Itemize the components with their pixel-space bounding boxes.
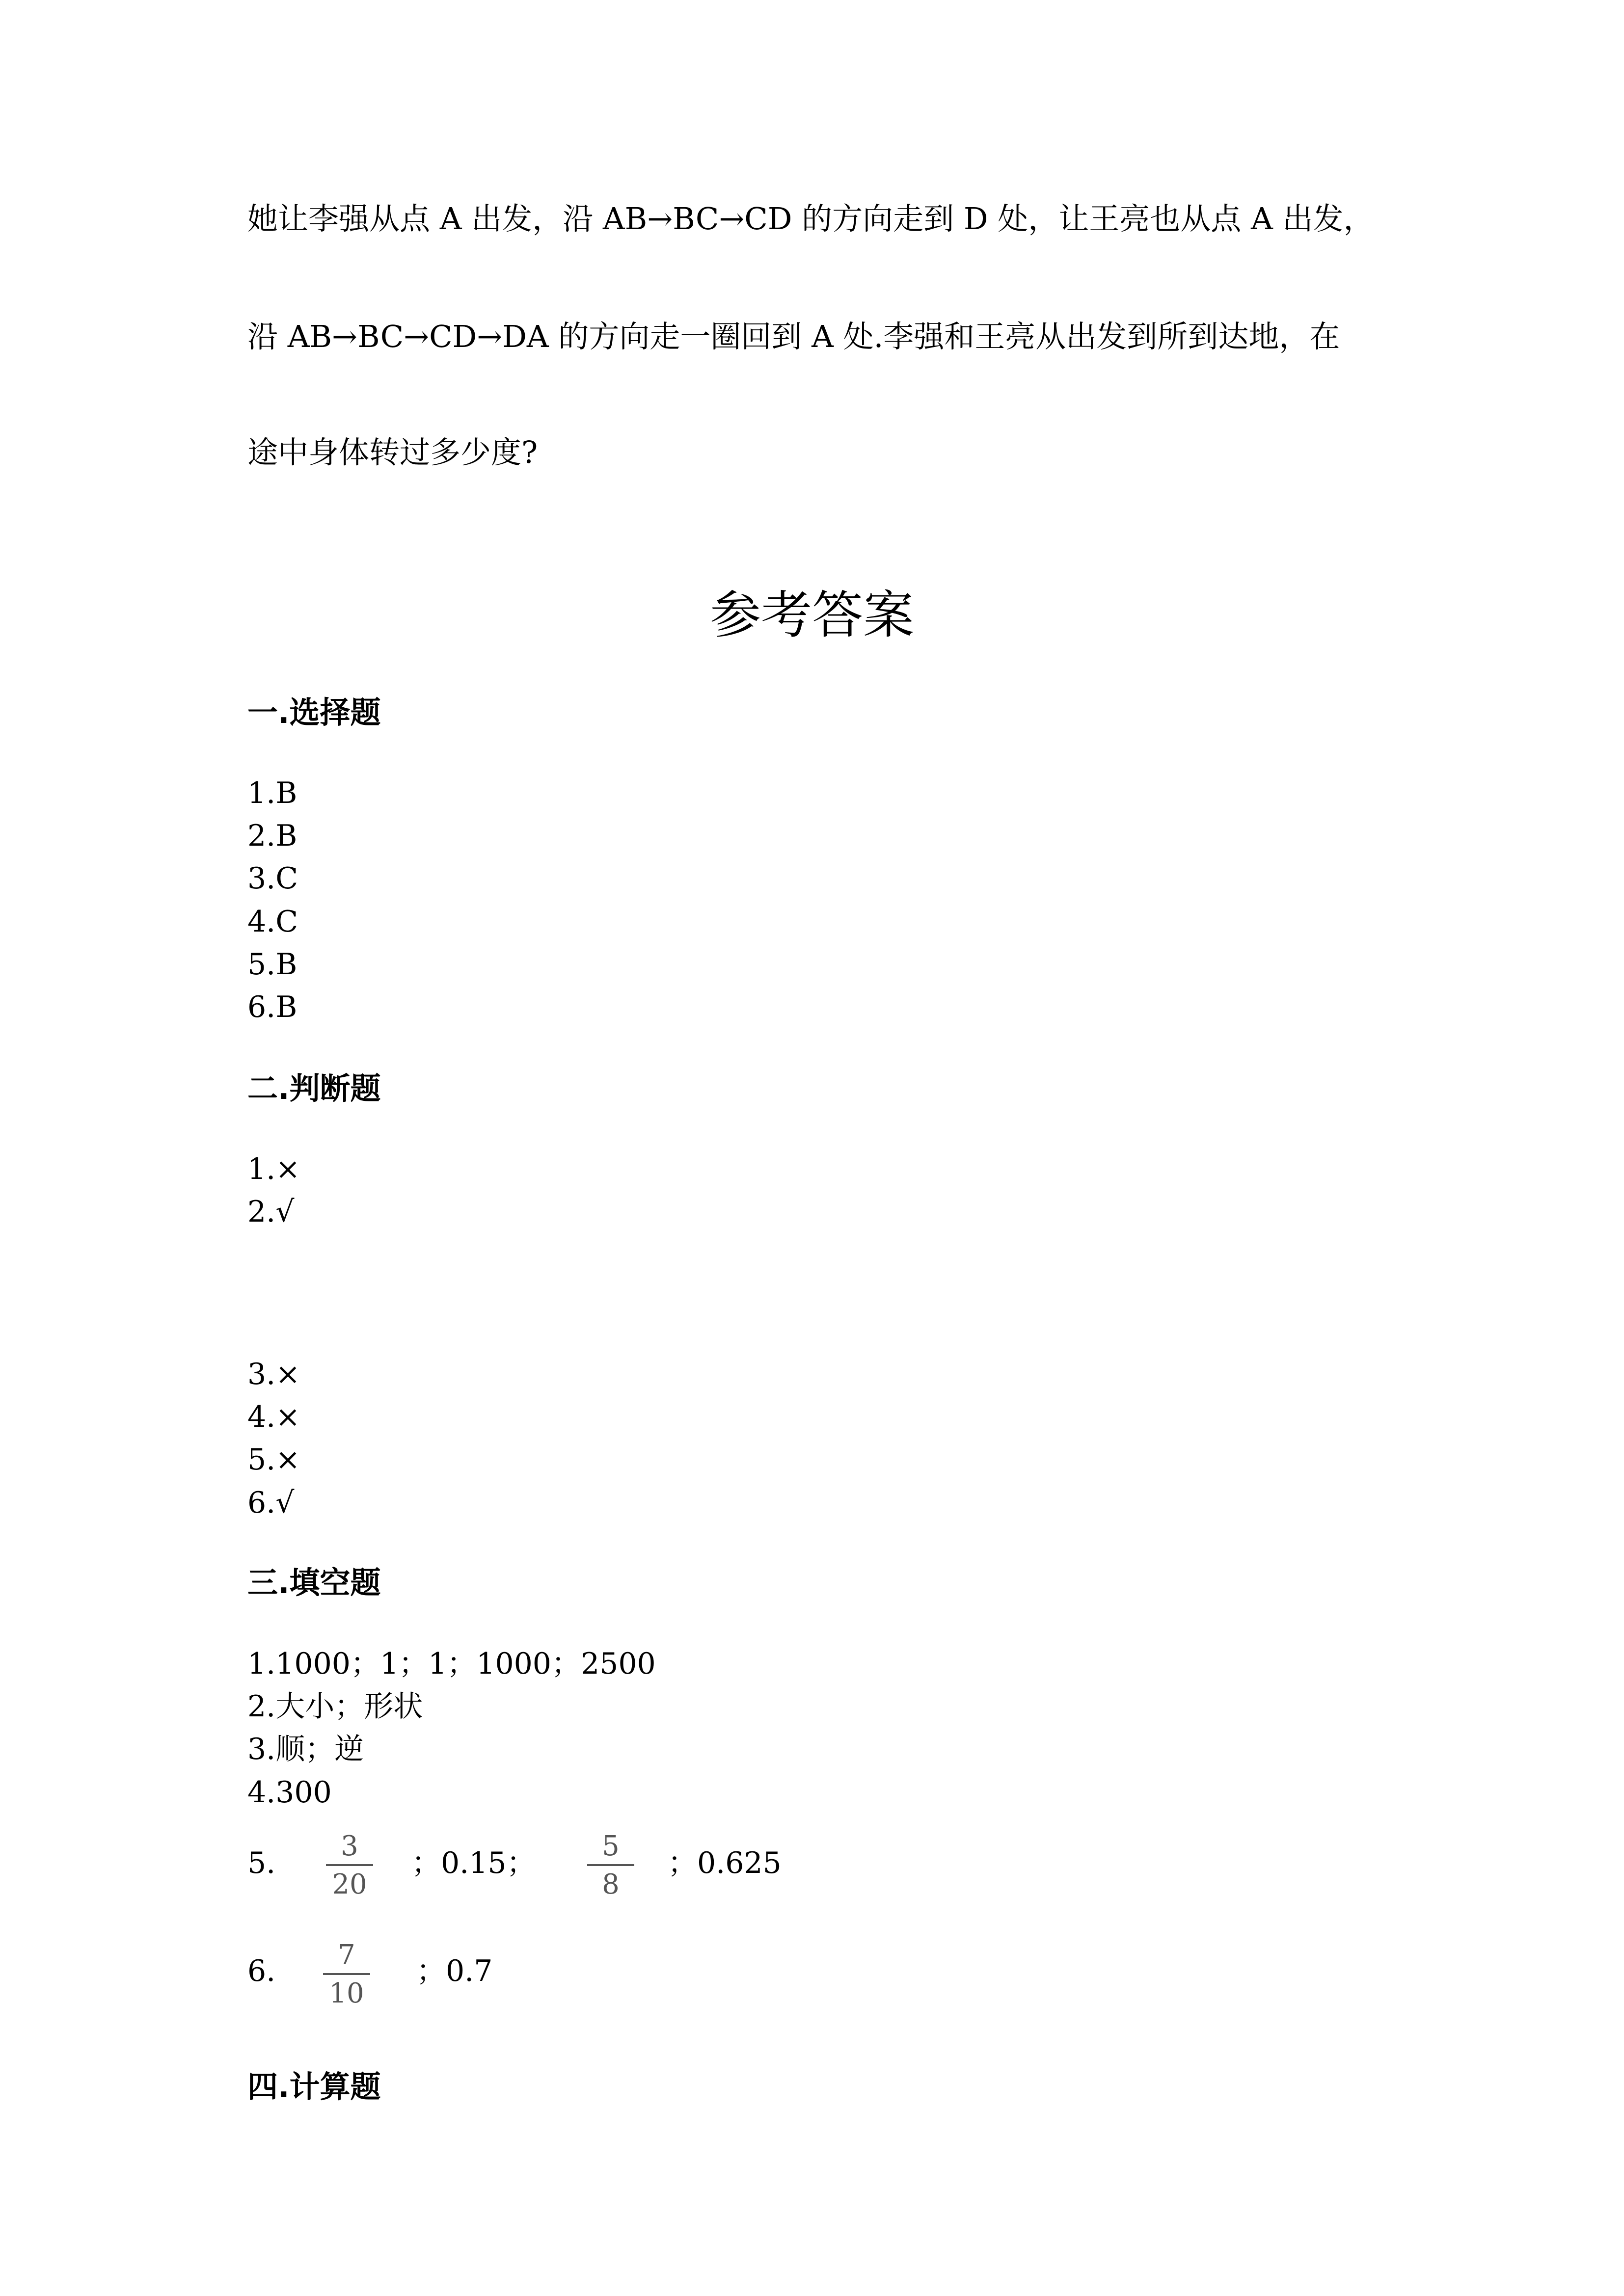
fraction-bar xyxy=(587,1864,634,1866)
fraction-3-20 xyxy=(320,1831,379,1900)
fill-answer-1: 1.1000；1；1；1000；2500 xyxy=(247,1647,656,1681)
fill-answer-6-text: ；0.7 xyxy=(416,1954,493,1988)
choice-answer-3: 3.C xyxy=(247,861,298,896)
fraction-denominator: 8 xyxy=(602,1869,620,1900)
choice-answer-1: 1.B xyxy=(247,776,298,810)
section-heading-calculation: 四.计算题 xyxy=(247,2069,381,2105)
fill-answer-6-label: 6. xyxy=(247,1954,276,1988)
answer-key-title: 参考答案 xyxy=(709,585,914,645)
judgement-answer-2: 2.√ xyxy=(247,1195,295,1229)
fraction-denominator: 20 xyxy=(332,1869,367,1900)
fill-answer-2: 2.大小；形状 xyxy=(247,1689,423,1724)
question-line-3: 途中身体转过多少度? xyxy=(247,434,538,470)
choice-answer-2: 2.B xyxy=(247,819,298,853)
fill-answer-5-label: 5. xyxy=(247,1846,276,1880)
fraction-bar xyxy=(323,1973,370,1975)
judgement-answer-1: 1.× xyxy=(247,1152,300,1186)
fraction-bar xyxy=(326,1864,373,1866)
choice-answer-4: 4.C xyxy=(247,905,298,939)
judgement-answer-5: 5.× xyxy=(247,1442,300,1477)
section-heading-fill-blank: 三.填空题 xyxy=(247,1565,381,1601)
fill-answer-3: 3.顺；逆 xyxy=(247,1732,364,1766)
fill-answer-5-text-1: ；0.15； xyxy=(411,1846,536,1880)
judgement-answer-6: 6.√ xyxy=(247,1486,295,1520)
fraction-numerator: 7 xyxy=(338,1939,355,1971)
judgement-answer-3: 3.× xyxy=(247,1357,300,1391)
fill-answer-4: 4.300 xyxy=(247,1775,332,1810)
choice-answer-6: 6.B xyxy=(247,990,298,1024)
section-heading-judgement: 二.判断题 xyxy=(247,1070,381,1106)
question-line-2: 沿 AB→BC→CD→DA 的方向走一圈回到 A 处.李强和王亮从出发到所到达地，在 xyxy=(247,319,1340,354)
fraction-5-8 xyxy=(581,1831,640,1900)
fraction-denominator: 10 xyxy=(329,1977,364,2009)
question-line-1: 她让李强从点 A 出发，沿 AB→BC→CD 的方向走到 D 处，让王亮也从点 A 出发， xyxy=(247,201,1374,237)
fraction-7-10 xyxy=(317,1940,376,2009)
section-heading-choice: 一.选择题 xyxy=(247,694,381,730)
judgement-answer-4: 4.× xyxy=(247,1400,300,1434)
fill-answer-5-text-2: ；0.625 xyxy=(668,1846,782,1880)
fraction-numerator: 5 xyxy=(602,1830,620,1862)
choice-answer-5: 5.B xyxy=(247,947,298,982)
fraction-numerator: 3 xyxy=(341,1830,358,1862)
